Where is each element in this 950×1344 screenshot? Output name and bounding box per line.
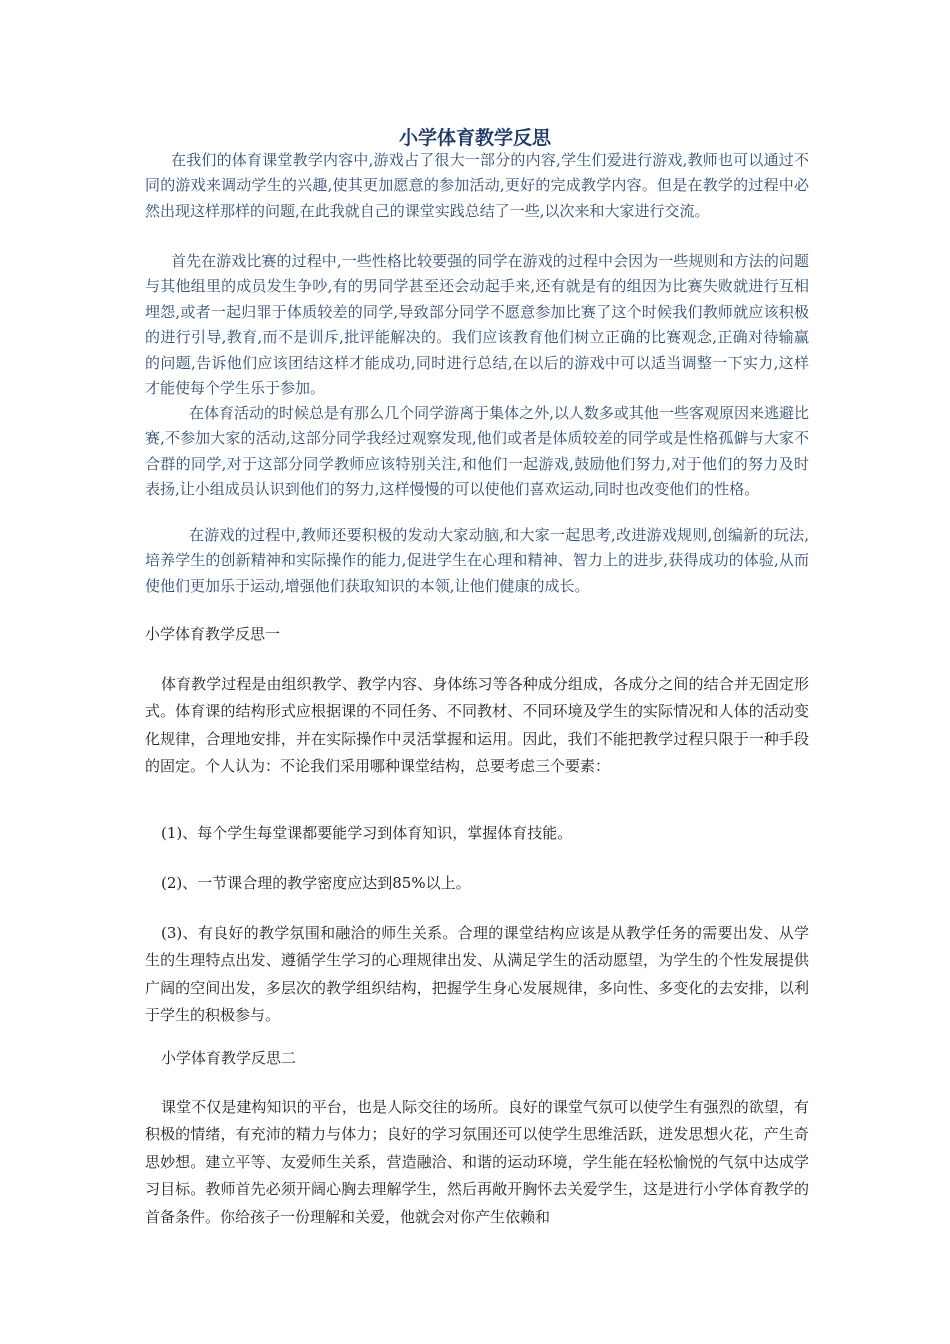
document-title: 小学体育教学反思 — [398, 127, 551, 149]
section-heading-1: 小学体育教学反思一 — [145, 625, 281, 643]
paragraph-element-1: (1)、每个学生每堂课都要能学习到体育知识，掌握体育技能。 — [161, 824, 573, 842]
paragraph-element-3: (3)、有良好的教学氛围和融洽的师生关系。合理的课堂结构应该是从教学任务的需要出发、从学生的生理特点出发、遵循学生学习的心理规律出发、从满足学生的活动愿望，为学生的个性发展提供广阔的空间出发，多层次的教学组织结构，把握学生身心发展规律，多向性、多变化的去安排，以利于学生的积极参与。 — [145, 924, 809, 1025]
paragraph-structure: 体育教学过程是由组织教学、教学内容、身体练习等各种成分组成，各成分之间的结合并无固定形式。体育课的结构形式应根据课的不同任务、不同教材、不同环境及学生的实际情况和人体的活动变化规律，合理地安排，并在实际操作中灵活掌握和运用。因此，我们不能把教学过程只限于一种手段的固定。个人认为：不论我们采用哪种课堂结构，总要考虑三个要素： — [145, 675, 809, 776]
paragraph-innovation: 在游戏的过程中,教师还要积极的发动大家动脑,和大家一起思考,改进游戏规则,创编新的玩法,培养学生的创新精神和实际操作的能力,促进学生在心理和精神、智力上的进步,获得成功的体验,从而使他们更加乐于运动,增强他们获取知识的本领,让他们健康的成长。 — [145, 526, 809, 595]
paragraph-classroom-atmosphere: 课堂不仅是建构知识的平台，也是人际交往的场所。良好的课堂气氛可以使学生有强烈的欲望，有积极的情绪，有充沛的精力与体力；良好的学习氛围还可以使学生思维活跃，迸发思想火花，产生奇思妙想。建立平等、友爱师生关系，营造融洽、和谐的运动环境，学生能在轻松愉悦的气氛中达成学习目标。教师首先必须开阔心胸去理解学生，然后再敞开胸怀去关爱学生，这是进行小学体育教学的首备条件。你给孩子一份理解和关爱，他就会对你产生依赖和 — [145, 1098, 809, 1226]
paragraph-element-2: (2)、一节课合理的教学密度应达到85%以上。 — [161, 874, 471, 892]
paragraph-isolated-students: 在体育活动的时候总是有那么几个同学游离于集体之外,以人数多或其他一些客观原因来逃避比赛,不参加大家的活动,这部分同学我经过观察发现,他们或者是体质较差的同学或是性格孤僻与大家不合群的同学,对于这部分同学教师应该特别关注,和他们一起游戏,鼓励他们努力,对于他们的努力及时表扬,让小组成员认识到他们的努力,这样慢慢的可以使他们喜欢运动,同时也改变他们的性格。 — [145, 404, 809, 499]
paragraph-intro: 在我们的体育课堂教学内容中,游戏占了很大一部分的内容,学生们爱进行游戏,教师也可以通过不同的游戏来调动学生的兴趣,使其更加愿意的参加活动,更好的完成教学内容。但是在教学的过程中必然出现这样那样的问题,在此我就自己的课堂实践总结了一些,以次来和大家进行交流。 — [145, 151, 809, 220]
paragraph-competition: 首先在游戏比赛的过程中,一些性格比较要强的同学在游戏的过程中会因为一些规则和方法的问题与其他组里的成员发生争吵,有的男同学甚至还会动起手来,还有就是有的组因为比赛失败就进行互相埋怨,或者一起归罪于体质较差的同学,导致部分同学不愿意参加比赛了这个时候我们教师就应该积极的进行引导,教育,而不是训斥,批评能解决的。我们应该教育他们树立正确的比赛观念,正确对待输赢的问题,告诉他们应该团结这样才能成功,同时进行总结,在以后的游戏中可以适当调整一下实力,这样才能使每个学生乐于参加。 — [145, 252, 809, 398]
section-heading-2: 小学体育教学反思二 — [161, 1049, 297, 1067]
